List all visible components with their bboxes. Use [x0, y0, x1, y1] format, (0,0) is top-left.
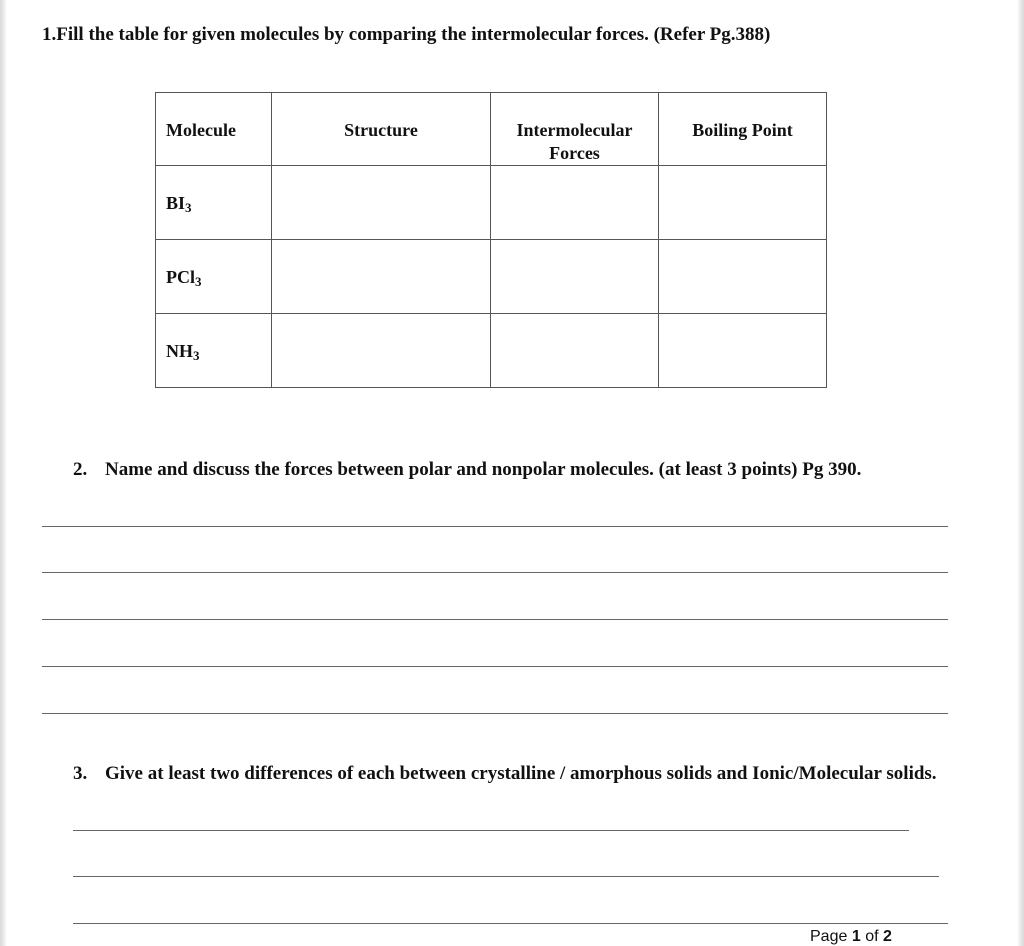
boiling-point-cell[interactable] — [659, 314, 827, 388]
table-row — [156, 240, 827, 314]
header-boiling-point: Boiling Point — [659, 93, 827, 166]
answer-line[interactable] — [42, 572, 948, 573]
boiling-point-cell[interactable] — [659, 166, 827, 240]
structure-cell[interactable] — [272, 314, 491, 388]
page-number-footer: Page 1 of 2 — [810, 928, 892, 945]
molecule-cell-bi3: $BI_3$ — [156, 166, 272, 240]
table-row — [156, 314, 827, 388]
answer-line[interactable] — [73, 923, 948, 924]
answer-line[interactable] — [42, 713, 948, 714]
page-edge-left — [0, 0, 6, 946]
imf-cell[interactable] — [491, 240, 659, 314]
header-imf-line2: Forces — [549, 143, 600, 163]
answer-line[interactable] — [42, 619, 948, 620]
table-row — [156, 166, 827, 240]
question-3-text: Give at least two differences of each between crystalline / amorphous solids and Ionic/Molecular solids. — [105, 763, 937, 784]
boiling-point-cell[interactable] — [659, 240, 827, 314]
question-2 — [73, 459, 861, 481]
answer-line[interactable] — [73, 876, 939, 877]
header-intermolecular-forces — [491, 93, 659, 166]
question-1-title: 1.Fill the table for given molecules by comparing the intermolecular forces. (Refer Pg.388) — [42, 24, 771, 45]
molecule-cell-pcl3: PCl$_3$ — [156, 240, 272, 314]
structure-cell[interactable] — [272, 166, 491, 240]
question-2-text: Name and discuss the forces between polar and nonpolar molecules. (at least 3 points) Pg 390. — [105, 459, 862, 480]
table-header-row — [156, 93, 827, 166]
header-imf-line1: Intermolecular — [516, 120, 633, 140]
imf-cell[interactable] — [491, 166, 659, 240]
molecule-comparison-table — [155, 92, 827, 388]
question-3 — [73, 762, 953, 786]
header-structure: Structure — [272, 93, 491, 166]
molecule-cell-nh3: $NH_3$ — [156, 314, 272, 388]
question-3-number: 3. — [73, 763, 88, 784]
answer-line[interactable] — [73, 830, 909, 831]
answer-line[interactable] — [42, 666, 948, 667]
page-edge-right — [1018, 0, 1024, 946]
question-2-number: 2. — [73, 459, 88, 480]
header-molecule: Molecule — [156, 93, 272, 166]
imf-cell[interactable] — [491, 314, 659, 388]
structure-cell[interactable] — [272, 240, 491, 314]
answer-line[interactable] — [42, 526, 948, 527]
